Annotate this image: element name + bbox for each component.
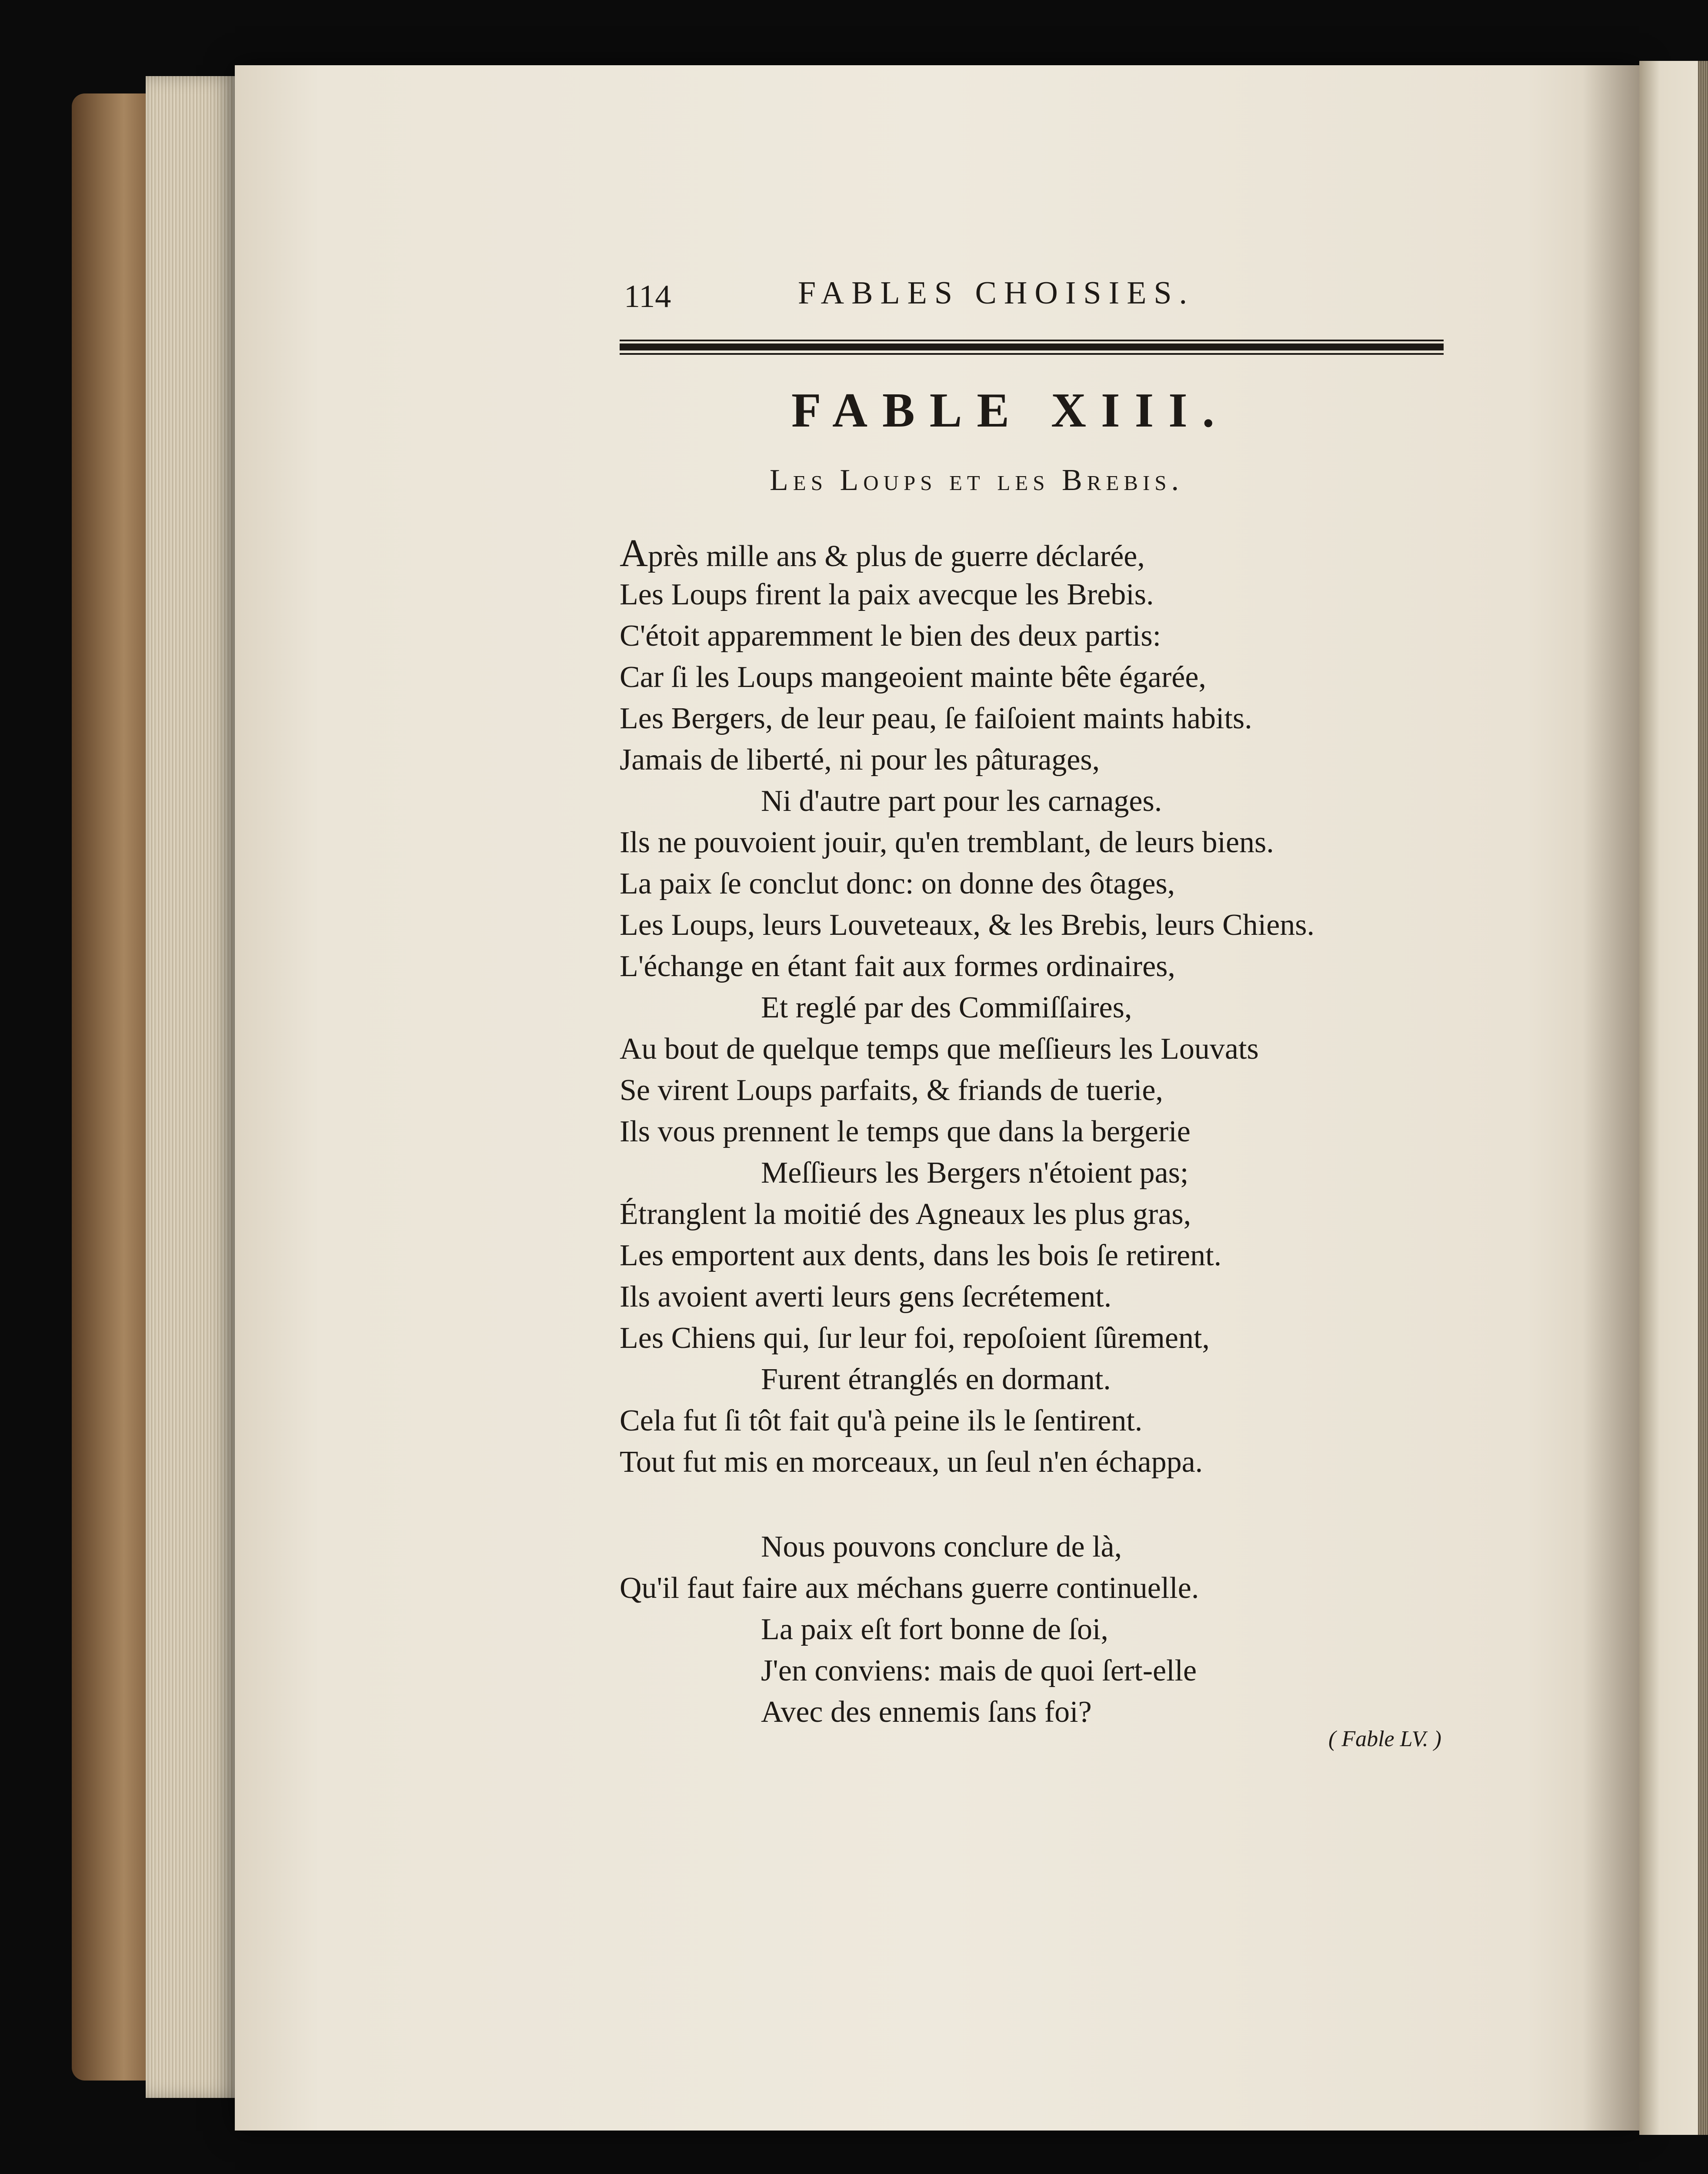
- verse-line-text: Furent étranglés en dormant.: [761, 1363, 1111, 1396]
- verse-line: [620, 1650, 1446, 1691]
- verse-line: [620, 1691, 1446, 1733]
- verse-line: [620, 1567, 1446, 1609]
- verse-line: [620, 1276, 1446, 1317]
- fable-subtitle: Les Loups et les Brebis.: [770, 463, 1184, 497]
- verse-line: [620, 657, 1446, 698]
- verse-line: [620, 1441, 1446, 1483]
- verse-line-text: Ni d'autre part pour les carnages.: [761, 784, 1162, 818]
- fable-title: FABLE XIII.: [791, 383, 1229, 437]
- verse-line-text: Les Chiens qui, ſur leur foi, repoſoient ſûrement,: [620, 1321, 1210, 1355]
- page-number: 114: [624, 279, 671, 314]
- verse-line: [620, 1609, 1446, 1650]
- verse-line-text: Les emportent aux dents, dans les bois ſe retirent.: [620, 1239, 1222, 1272]
- verse-line: [620, 1359, 1446, 1400]
- verse-line: [620, 987, 1446, 1028]
- verse-line-text: Les Loups, leurs Louveteaux, & les Brebis, leurs Chiens.: [620, 908, 1315, 942]
- verse-line-text: Avec des ennemis ſans foi?: [761, 1695, 1092, 1729]
- verse-line-text: C'étoit apparemment le bien des deux partis:: [620, 619, 1161, 653]
- header-rule-top: [620, 340, 1444, 341]
- verse-line: [620, 822, 1446, 863]
- verse-line: [620, 739, 1446, 780]
- verse-line-text: Se virent Loups parfaits, & friands de tuerie,: [620, 1074, 1163, 1107]
- header-rule-bottom: [620, 353, 1444, 355]
- running-title: FABLES CHOISIES.: [798, 275, 1195, 311]
- verse-line-text: Qu'il faut faire aux méchans guerre continuelle.: [620, 1571, 1199, 1605]
- verse-line: [620, 1235, 1446, 1276]
- verse-line: [620, 698, 1446, 739]
- initial-letter: A: [620, 532, 648, 575]
- verse-line-text: Tout fut mis en morceaux, un ſeul n'en échappa.: [620, 1445, 1203, 1479]
- verse-line-text: Nous pouvons conclure de là,: [761, 1530, 1122, 1564]
- verse-line: [620, 1194, 1446, 1235]
- verse-line-text: J'en conviens: mais de quoi ſert-elle: [761, 1654, 1197, 1687]
- verse-line-text: Meſſieurs les Bergers n'étoient pas;: [761, 1156, 1189, 1190]
- verse-line-text: Étranglent la moitié des Agneaux les plus gras,: [620, 1197, 1191, 1231]
- header-rule-thick: [620, 343, 1444, 350]
- verse-line: [620, 1152, 1446, 1194]
- verse-line-text: Au bout de quelque temps que meſſieurs les Louvats: [620, 1032, 1259, 1066]
- verse-line: [620, 1111, 1446, 1152]
- verse-line: [620, 946, 1446, 987]
- verse-line-text: Et reglé par des Commiſſaires,: [761, 991, 1132, 1024]
- verse-line: [620, 1070, 1446, 1111]
- verse-line: [620, 1317, 1446, 1359]
- verse-line: [620, 1400, 1446, 1441]
- verse-line: [620, 1526, 1446, 1567]
- verse-line-text: Les Loups firent la paix avecque les Brebis.: [620, 578, 1154, 611]
- source-note: ( Fable LV. ): [1328, 1727, 1441, 1751]
- verse-line: [620, 863, 1446, 904]
- verse-line-text: Car ſi les Loups mangeoient mainte bête égarée,: [620, 660, 1206, 694]
- verse-line: [620, 780, 1446, 822]
- verse-line: [620, 904, 1446, 946]
- verse-line-text: Ils vous prennent le temps que dans la bergerie: [620, 1115, 1191, 1148]
- fable-moral: [620, 1526, 1446, 1733]
- verse-line-text: L'échange en étant fait aux formes ordinaires,: [620, 950, 1175, 983]
- verse-line-text: Ils ne pouvoient jouir, qu'en tremblant, de leurs biens.: [620, 826, 1274, 859]
- verse-line-text: Jamais de liberté, ni pour les pâturages,: [620, 743, 1100, 777]
- verse-line: [620, 1028, 1446, 1070]
- verse-line: [620, 615, 1446, 657]
- verse-line: [620, 574, 1446, 615]
- verse-line-text: Les Bergers, de leur peau, ſe faiſoient maints habits.: [620, 702, 1252, 735]
- verse-line-text: La paix eſt fort bonne de ſoi,: [761, 1613, 1108, 1646]
- verse-line-text: près mille ans & plus de guerre déclarée,: [648, 540, 1145, 573]
- verse-line-text: Ils avoient averti leurs gens ſecrétement.: [620, 1280, 1112, 1314]
- verse-line-text: Cela fut ſi tôt fait qu'à peine ils le ſentirent.: [620, 1404, 1143, 1437]
- verse-line: [620, 533, 1446, 574]
- fable-verse: [620, 533, 1446, 1483]
- verse-line-text: La paix ſe conclut donc: on donne des ôtages,: [620, 867, 1175, 900]
